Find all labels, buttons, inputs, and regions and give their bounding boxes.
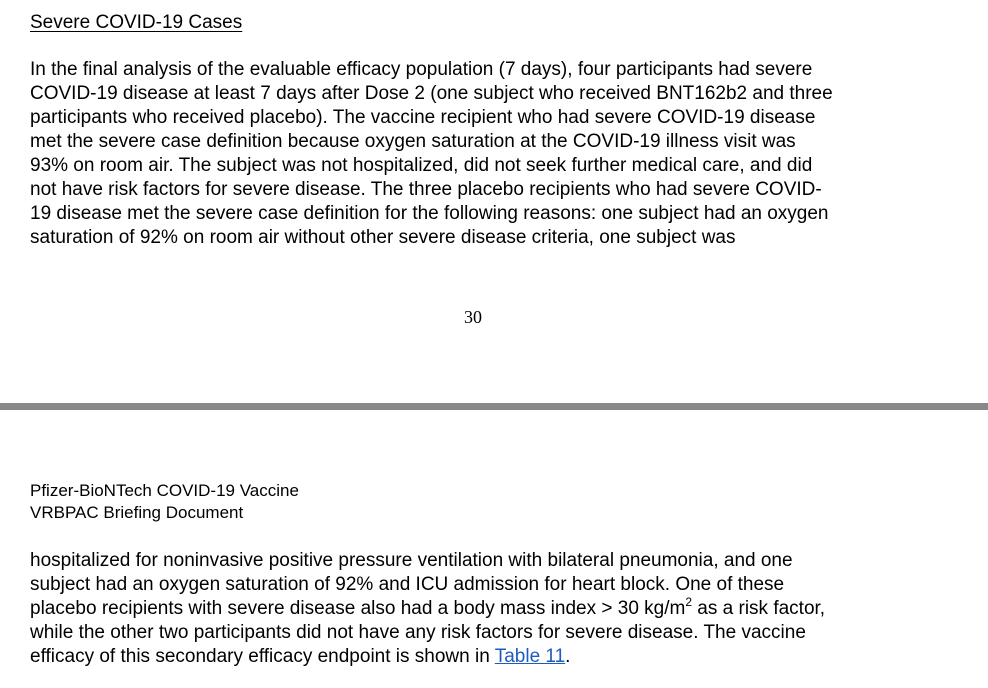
paragraph-line: not have risk factors for severe disease. The three placebo recipients who had severe COVID- [30,179,822,200]
paragraph-line-with-link [30,645,570,669]
section-heading: Severe COVID-19 Cases [30,12,243,33]
page-number: 30 [464,307,482,327]
paragraph-line: saturation of 92% on room air without other severe disease criteria, one subject was [30,227,736,248]
paragraph-line-bmi [30,594,826,621]
paragraph-text: placebo recipients with severe disease also had a body mass index > 30 kg/m [30,598,686,619]
paragraph-text: as a risk factor, [692,598,826,619]
paragraph-line: 93% on room air. The subject was not hospitalized, did not seek further medical care, and did [30,155,813,176]
paragraph-line: while the other two participants did not have any risk factors for severe disease. The vaccine [30,622,806,643]
paragraph-line: 19 disease met the severe case definition for the following reasons: one subject had an oxygen [30,203,829,224]
table-11-link[interactable]: Table 11 [494,646,566,667]
paragraph-line: hospitalized for noninvasive positive pressure ventilation with bilateral pneumonia, and one [30,550,793,571]
paragraph-text: efficacy of this secondary efficacy endpoint is shown in [30,646,495,667]
page-divider [0,403,988,410]
document-header-subtitle: VRBPAC Briefing Document [30,503,244,522]
paragraph-line: COVID-19 disease at least 7 days after Dose 2 (one subject who received BNT162b2 and three [30,83,833,104]
paragraph-line: subject had an oxygen saturation of 92% and ICU admission for heart block. One of these [30,574,785,595]
document-header-title: Pfizer-BioNTech COVID-19 Vaccine [30,481,299,500]
superscript: 2 [685,594,693,609]
paragraph-line: participants who received placebo). The vaccine recipient who had severe COVID-19 disease [30,107,816,128]
paragraph-line: met the severe case definition because oxygen saturation at the COVID-19 illness visit was [30,131,796,152]
paragraph-text: . [565,646,571,667]
paragraph-line: In the final analysis of the evaluable efficacy population (7 days), four participants had severe [30,59,813,80]
